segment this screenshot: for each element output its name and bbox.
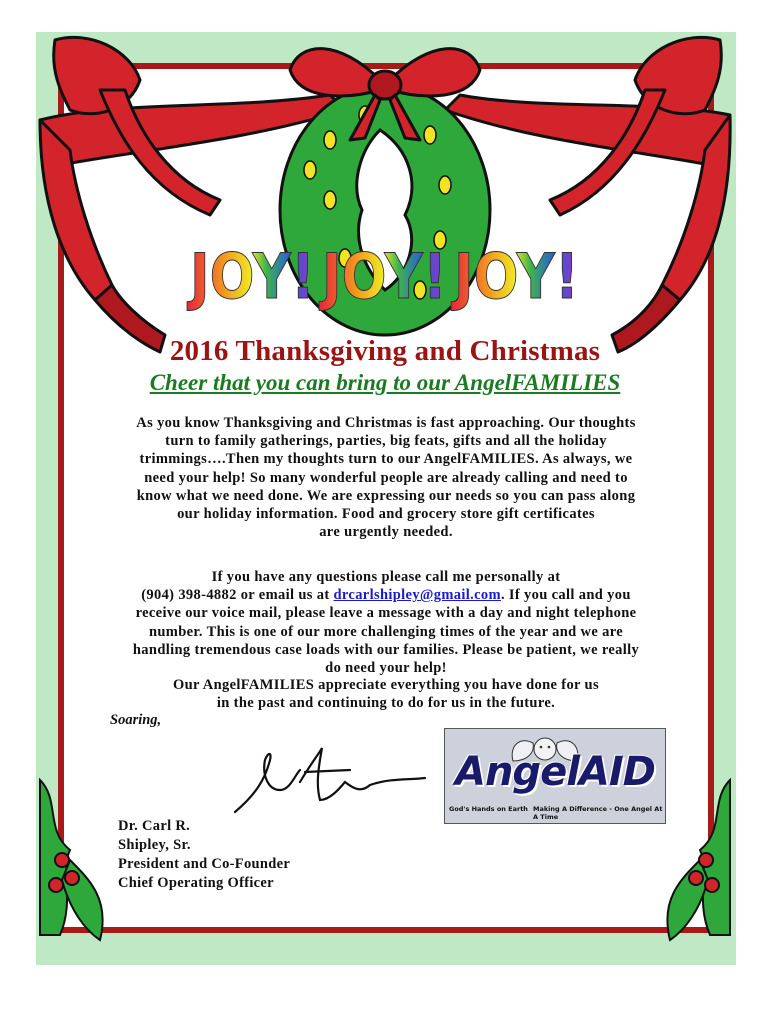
paragraph-text: . If you call and you [500,587,631,604]
paragraph-line: know what we need done. We are expressing our needs so you can pass along [136,487,636,504]
paragraph-line: handling tremendous case loads with our families. Please be patient, we really [132,641,640,658]
paragraph-line: turn to family gatherings, parties, big feats, gifts and all the holiday [165,433,607,450]
paragraph-line: number. This is one of our more challenging times of the year and we are [148,623,624,640]
paragraph-line: are urgently needed. [319,524,453,541]
appreciation-paragraph [112,676,660,712]
paragraph-line: receive our voice mail, please leave a message with a day and night telephone [135,605,637,622]
paragraph-line: do need your help! [325,660,447,677]
paragraph-line: need your help! So many wonderful people are already calling and need to [144,469,628,486]
handwritten-signature [235,748,425,812]
logo-tagline-left: God's Hands on Earth [449,805,528,813]
phone-text: (904) 398-4882 or email us at [141,587,334,604]
joy-banner [187,240,579,313]
email-link[interactable]: drcarlshipley@gmail.com [333,587,501,604]
signer-title-line: Chief Operating Officer [118,875,274,891]
paragraph-line [112,586,660,604]
signature-block [118,817,290,893]
holly-left-icon [40,780,103,940]
paragraph-line: As you know Thanksgiving and Christmas is fast approaching. Our thoughts [136,415,636,431]
signer-name-line: Shipley, Sr. [118,837,191,853]
holly-right-icon [667,780,730,940]
logo-tagline-right: Making A Difference - One Angel At A Time [533,805,663,821]
letter-subtitle: Cheer that you can bring to our AngelFAMILIES [149,370,621,395]
joy-word-2: JOY! [318,240,447,313]
signer-title-line: President and Co-Founder [118,856,291,872]
contact-paragraph [112,568,660,677]
paragraph-line: Our AngelFAMILIES appreciate everything you have done for us [173,677,599,693]
paragraph-line: trimmings….Then my thoughts turn to our AngelFAMILIES. As always, we [139,451,633,468]
letter-title: 2016 Thanksgiving and Christmas [169,335,601,367]
angelaid-logo [444,728,666,824]
paragraph-line: our holiday information. Food and grocery store gift certificates [177,506,595,523]
joy-word-3: JOY! [450,240,579,313]
joy-word-1: JOY! [186,240,315,313]
paragraph-line: If you have any questions please call me personally at [211,569,561,585]
intro-paragraph [112,414,660,541]
signer-name-line: Dr. Carl R. [118,818,191,834]
logo-wordmark: AngelAID [455,749,655,795]
paragraph-line: in the past and continuing to do for us in the future. [216,695,556,712]
closing-salutation: Soaring, [110,712,162,728]
